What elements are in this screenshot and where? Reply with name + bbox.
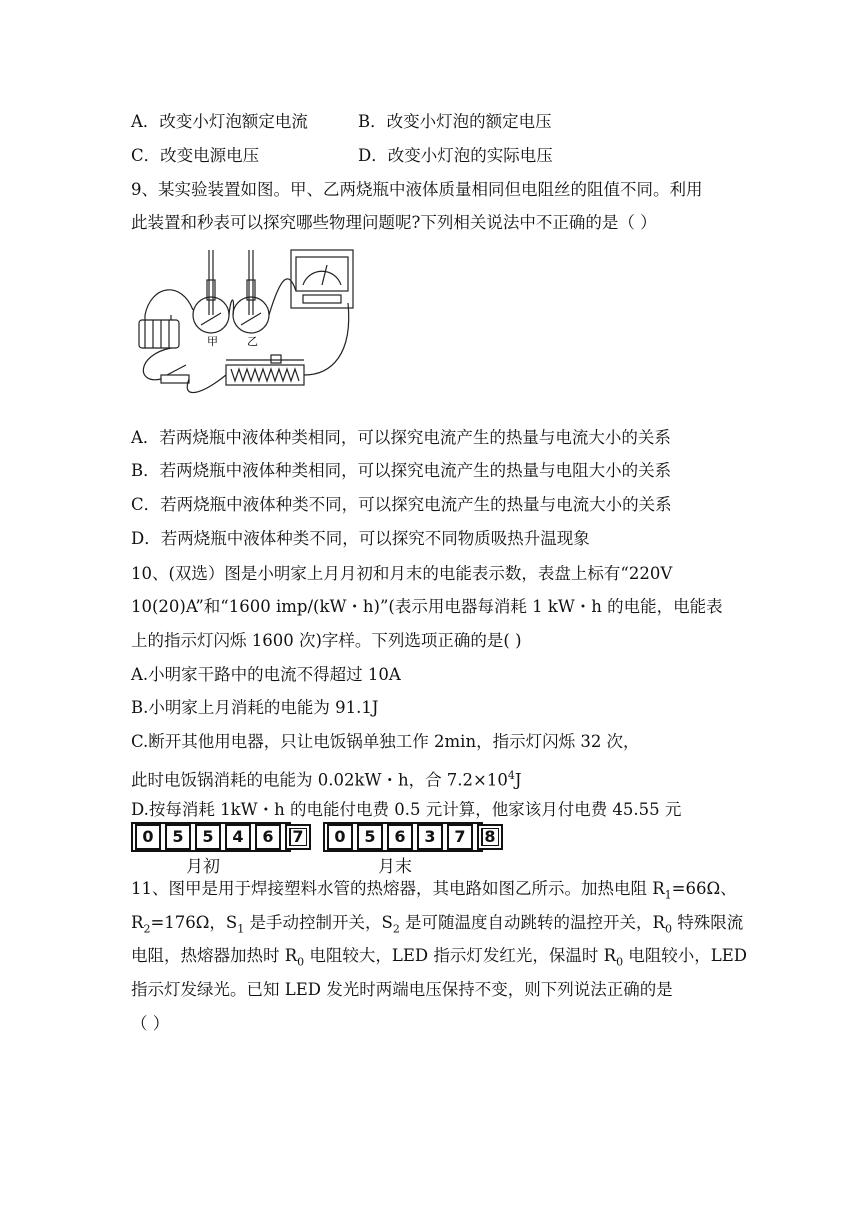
meter-start-digit: 0 (135, 824, 161, 850)
meter-start-digit: 5 (165, 824, 191, 850)
q10-option-d: D.按每消耗 1kW・h 的电能付电费 0.5 元计算，他家该月付电费 45.55 元 (131, 800, 682, 819)
q11-stem-line2: $R_2=176\Omega$，$S_1$ 是手动控制开关，$S_2$ 是可随温度自动跳转的温控开关，$R_0$ 特殊限流 (131, 913, 744, 936)
q8-option-a: A．改变小灯泡额定电流 (131, 112, 308, 131)
q10-stem-line1: 10、(双选）图是小明家上月月初和月末的电能表示数，表盘上标有“220V (131, 564, 673, 583)
q10-option-c1: C.断开其他用电器，只让电饭锅单独工作 2min，指示灯闪烁 32 次， (131, 732, 640, 751)
meter-end-digit: 5 (357, 824, 383, 850)
meter-start-digit: 5 (195, 824, 221, 850)
meter-end-digit: 7 (447, 824, 473, 850)
meter-end-digit: 3 (417, 824, 443, 850)
q9-stem-line2: 此装置和秒表可以探究哪些物理问题呢?下列相关说法中不正确的是（ ） (131, 213, 657, 232)
q8-option-b: B．改变小灯泡的额定电压 (358, 112, 552, 131)
rheostat-icon (226, 355, 304, 385)
q9-option-b: B．若两烧瓶中液体种类相同，可以探究电流产生的热量与电阻大小的关系 (131, 461, 672, 480)
q8-option-d: D．改变小灯泡的实际电压 (358, 146, 553, 165)
meter-end-label: 月末 (378, 857, 412, 877)
meter-start-digits (135, 824, 315, 850)
circuit-diagram (131, 245, 361, 410)
flask-b-label: 乙 (247, 335, 258, 348)
ammeter-icon (291, 250, 353, 308)
battery-icon (139, 315, 179, 348)
q11-stem-line4: 指示灯发绿光。已知 LED 发光时两端电压保持不变，则下列说法正确的是 (131, 980, 673, 999)
q10-option-b: B.小明家上月消耗的电能为 91.1J (131, 698, 379, 717)
q9-option-d: D．若两烧瓶中液体种类不同，可以探究不同物质吸热升温现象 (131, 529, 590, 548)
q9-option-a: A．若两烧瓶中液体种类相同，可以探究电流产生的热量与电流大小的关系 (131, 428, 671, 447)
q8-option-c: C．改变电源电压 (131, 146, 260, 165)
meter-end-digit-decimal: 8 (477, 824, 503, 850)
q10-stem-line2: 10(20)A”和“1600 imp/(kW・h)”(表示用电器每消耗 1 kW・h 的电能，电能表 (131, 597, 723, 616)
switch-icon (161, 365, 189, 383)
flask-a-label: 甲 (207, 335, 218, 348)
q11-stem-line1: 11、图甲是用于焊接塑料水管的热熔器，其电路如图乙所示。加热电阻 $R_1=66\Omega$、 (131, 879, 737, 902)
flask-b-icon (233, 250, 269, 333)
meter-start-label: 月初 (186, 857, 220, 877)
meter-end-digit: 6 (387, 824, 413, 850)
q10-option-c2: 此时电饭锅消耗的电能为 0.02kW・h，合 $7.2\times 10^4J$ (131, 769, 522, 790)
meter-end-digits (327, 824, 507, 850)
q11-stem-line3: 电阻，热熔器加热时 $R_0$ 电阻较大，LED 指示灯发红光，保温时 $R_0$ 电阻较小，LED (131, 946, 748, 969)
meter-end-digit: 0 (327, 824, 353, 850)
q10-option-a: A.小明家干路中的电流不得超过 10A (131, 665, 401, 684)
meter-start-digit: 4 (225, 824, 251, 850)
q11-answer-bracket: （ ） (131, 1014, 170, 1033)
meter-start-digit: 6 (255, 824, 281, 850)
q9-stem-line1: 9、某实验装置如图。甲、乙两烧瓶中液体质量相同但电阻丝的阻值不同。利用 (131, 180, 703, 199)
meter-start-digit-decimal: 7 (285, 824, 311, 850)
q9-option-c: C．若两烧瓶中液体种类不同，可以探究电流产生的热量与电流大小的关系 (131, 495, 672, 514)
flask-a-icon (193, 250, 229, 333)
q10-stem-line3: 上的指示灯闪烁 1600 次)字样。下列选项正确的是( ) (131, 631, 522, 650)
